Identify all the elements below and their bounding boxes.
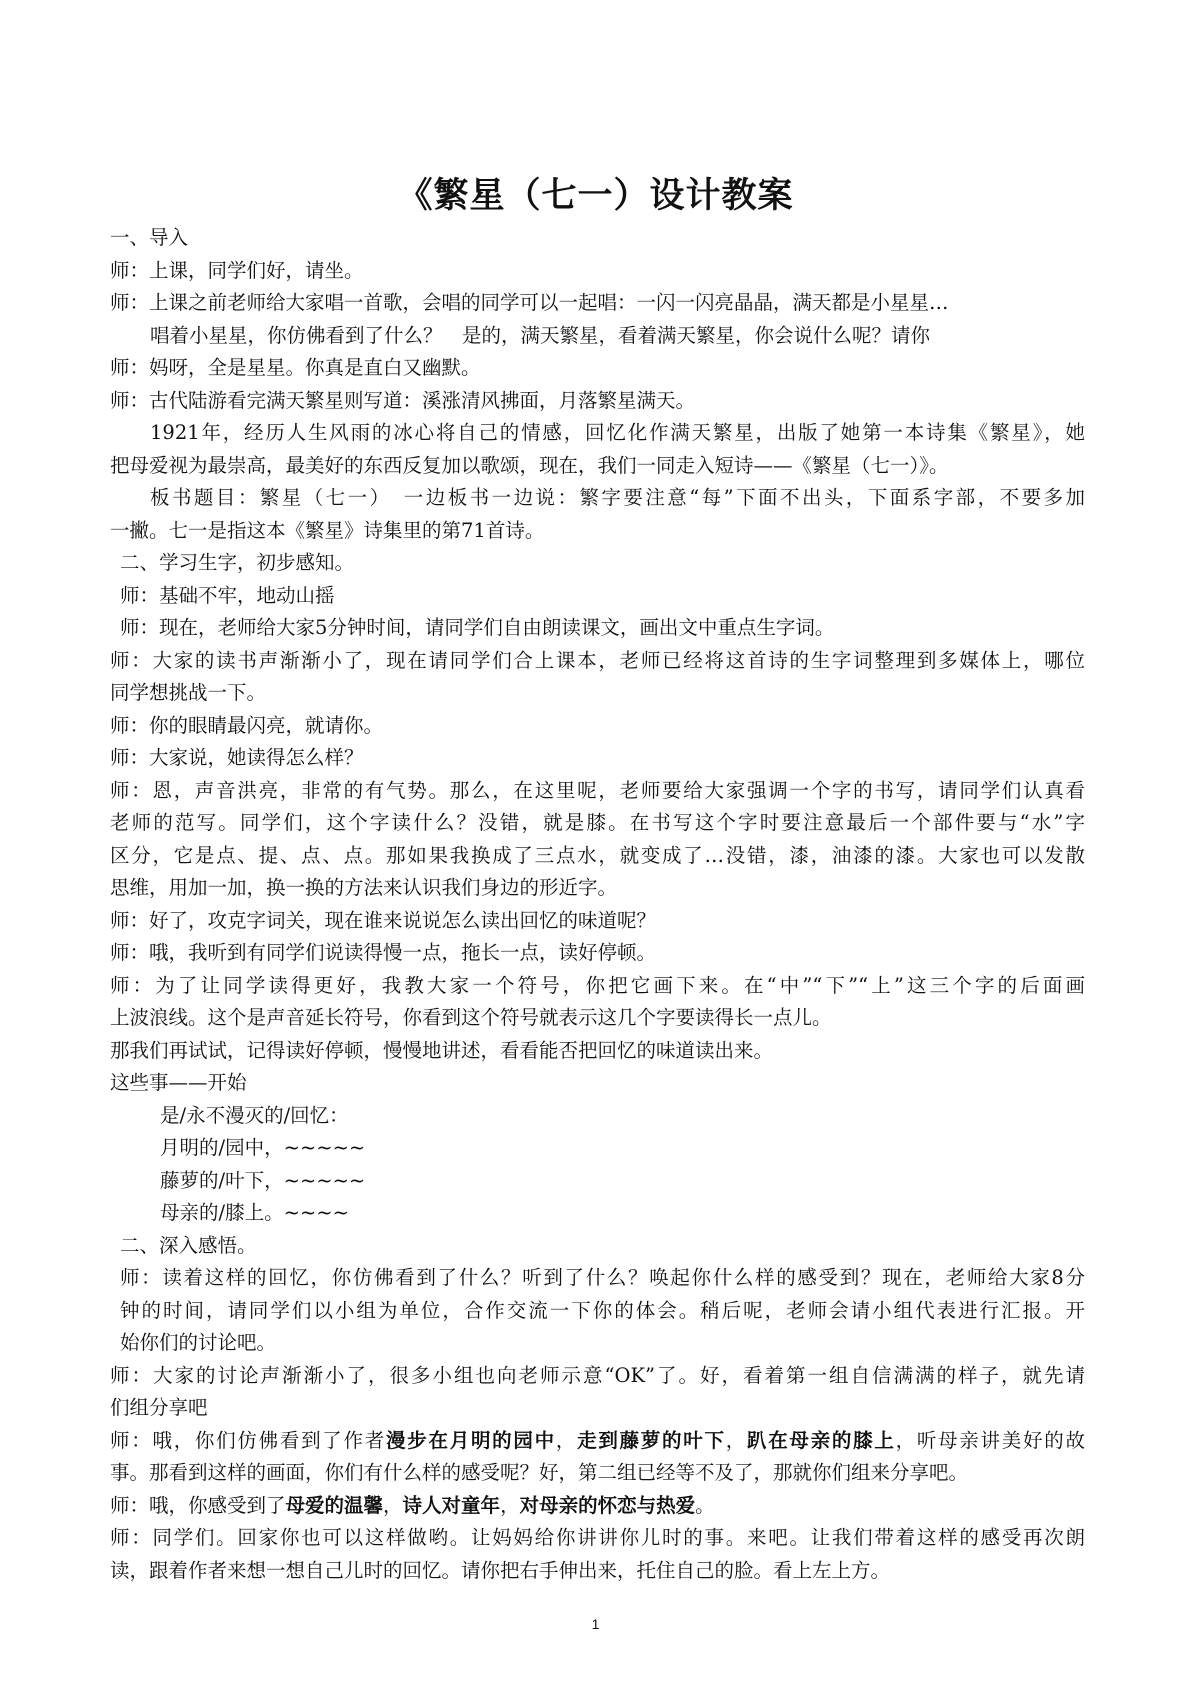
- paragraph-line: 师：恩，声音洪亮，非常的有气势。那么，在这里呢，老师要给大家强调一个字的书写，请同学们认真看: [110, 778, 1085, 802]
- section-heading-study: 二、学习生字，初步感知。: [120, 551, 355, 574]
- paragraph-line: 师：基础不牢，地动山摇: [120, 583, 335, 607]
- paragraph-line: 上波浪线。这个是声音延长符号，你看到这个符号就表示这几个字要读得长一点儿。: [110, 1006, 832, 1029]
- emphasis-text: 母爱的温馨: [285, 1493, 384, 1517]
- poem-line: 月明的/园中，~~~~~: [160, 1136, 366, 1159]
- paragraph-line: 师：上课，同学们好，请坐。: [110, 258, 364, 282]
- paragraph-line: 唱着小星星，你仿佛看到了什么？ 是的，满天繁星，看着满天繁星，你会说什么呢？请你: [150, 323, 931, 347]
- paragraph-line: 师：同学们。回家你也可以这样做哟。让妈妈给你讲讲你儿时的事。来吧。让我们带着这样的感受再次朗: [110, 1526, 1085, 1549]
- paragraph-line: 板书题目：繁星（七一） 一边板书一边说：繁字要注意“每”下面不出头，下面系字部，不要多加: [150, 486, 1085, 509]
- paragraph-line: 师：你的眼睛最闪亮，就请你。: [110, 713, 384, 737]
- paragraph-line: 1921年，经历人生风雨的冰心将自己的情感，回忆化作满天繁星，出版了她第一本诗集《繁星》，她: [150, 421, 1085, 444]
- paragraph-line: 师：古代陆游看完满天繁星则写道：溪涨清风拂面，月落繁星满天。: [110, 388, 696, 412]
- paragraph-line: 师：上课之前老师给大家唱一首歌，会唱的同学可以一起唱：一闪一闪亮晶晶，满天都是小星星…: [110, 291, 949, 314]
- poem-line: 母亲的/膝上。~~~~: [160, 1201, 349, 1224]
- paragraph-line-with-emphasis: [110, 1490, 1085, 1523]
- page-number: 1: [591, 1616, 600, 1632]
- paragraph-line: 们组分享吧: [110, 1396, 208, 1419]
- emphasis-text: 趴在母亲的膝上: [746, 1428, 896, 1452]
- emphasis-text: 漫步在月明的园中: [386, 1428, 556, 1452]
- document-body: [110, 222, 1085, 1587]
- plain-text: ，: [725, 1428, 747, 1452]
- poem-line: 是/永不漫灭的/回忆：: [160, 1103, 349, 1127]
- paragraph-line: 始你们的讨论吧。: [120, 1331, 277, 1354]
- paragraph-line: 一撇。七一是指这本《繁星》诗集里的第71首诗。: [110, 518, 545, 542]
- paragraph-line: 师：为了让同学读得更好，我教大家一个符号，你把它画下来。在“中”“下”“上”这三个字的后面画: [110, 973, 1085, 997]
- plain-text: ，听母亲讲美好的故: [895, 1428, 1085, 1452]
- plain-text: ，: [500, 1493, 520, 1517]
- emphasis-text: 诗人对童年: [402, 1493, 501, 1517]
- paragraph-line: 师：大家的讨论声渐渐小了，很多小组也向老师示意“OK”了。好，看着第一组自信满满的样子，就先请: [110, 1363, 1085, 1387]
- paragraph-line: 思维，用加一加，换一换的方法来认识我们身边的形近字。: [110, 876, 618, 899]
- document-title: 《繁星（七一）设计教案: [397, 176, 794, 216]
- plain-text: 师：哦，你感受到了: [110, 1493, 286, 1517]
- paragraph-line: 师：大家的读书声渐渐小了，现在请同学们合上课本，老师已经将这首诗的生字词整理到多媒体上，哪位: [110, 648, 1085, 672]
- poem-line: 藤萝的/叶下，~~~~~: [160, 1168, 366, 1192]
- paragraph-line: 师：好了，攻克字词关，现在谁来说说怎么读出回忆的味道呢？: [110, 908, 657, 932]
- section-heading-insight: 二、深入感悟。: [120, 1233, 257, 1257]
- paragraph-line: 师：哦，我听到有同学们说读得慢一点，拖长一点，读好停顿。: [110, 941, 657, 964]
- paragraph-line: 把母爱视为最崇高，最美好的东西反复加以歌颂，现在，我们一同走入短诗——《繁星（七一）》。: [110, 453, 949, 477]
- paragraph-line: 老师的范写。同学们，这个字读什么？没错，就是膝。在书写这个字时要注意最后一个部件要与“水”字: [110, 811, 1085, 834]
- paragraph-line: 区分，它是点、提、点、点。那如果我换成了三点水，就变成了…没错，漆，油漆的漆。大家也可以发散: [110, 843, 1085, 867]
- paragraph-line-with-emphasis: [110, 1425, 1085, 1458]
- plain-text: 。: [695, 1493, 715, 1517]
- emphasis-text: 对母亲的怀恋与热爱: [519, 1493, 696, 1517]
- paragraph-line: 那我们再试试，记得读好停顿，慢慢地讲述，看看能否把回忆的味道读出来。: [110, 1038, 774, 1062]
- plain-text: 师：哦，你们仿佛看到了作者: [110, 1428, 387, 1452]
- plain-text: ，: [383, 1493, 403, 1517]
- plain-text: ，: [555, 1428, 578, 1452]
- paragraph-line: 师：读着这样的回忆，你仿佛看到了什么？听到了什么？唤起你什么样的感受到？现在，老师给大家8分: [120, 1266, 1085, 1289]
- paragraph-line: 同学想挑战一下。: [110, 681, 267, 704]
- emphasis-text: 走到藤萝的叶下: [577, 1428, 726, 1452]
- paragraph-line: 读，跟着作者来想一想自己儿时的回忆。请你把右手伸出来，托住自己的脸。看上左上方。: [110, 1558, 891, 1582]
- poem-intro-line: 这些事——开始: [110, 1071, 247, 1094]
- paragraph-line: 钟的时间，请同学们以小组为单位，合作交流一下你的体会。稍后呢，老师会请小组代表进行汇报。开: [120, 1298, 1085, 1322]
- paragraph-line: 师：现在，老师给大家5分钟时间，请同学们自由朗读课文，画出文中重点生字词。: [120, 616, 835, 639]
- section-heading-intro: 一、导入: [110, 226, 189, 249]
- paragraph-line: 事。那看到这样的画面，你们有什么样的感受呢？好，第二组已经等不及了，那就你们组来分享吧。: [110, 1461, 969, 1484]
- paragraph-line: 师：大家说，她读得怎么样？: [110, 746, 364, 769]
- paragraph-line: 师：妈呀，全是星星。你真是直白又幽默。: [110, 356, 481, 379]
